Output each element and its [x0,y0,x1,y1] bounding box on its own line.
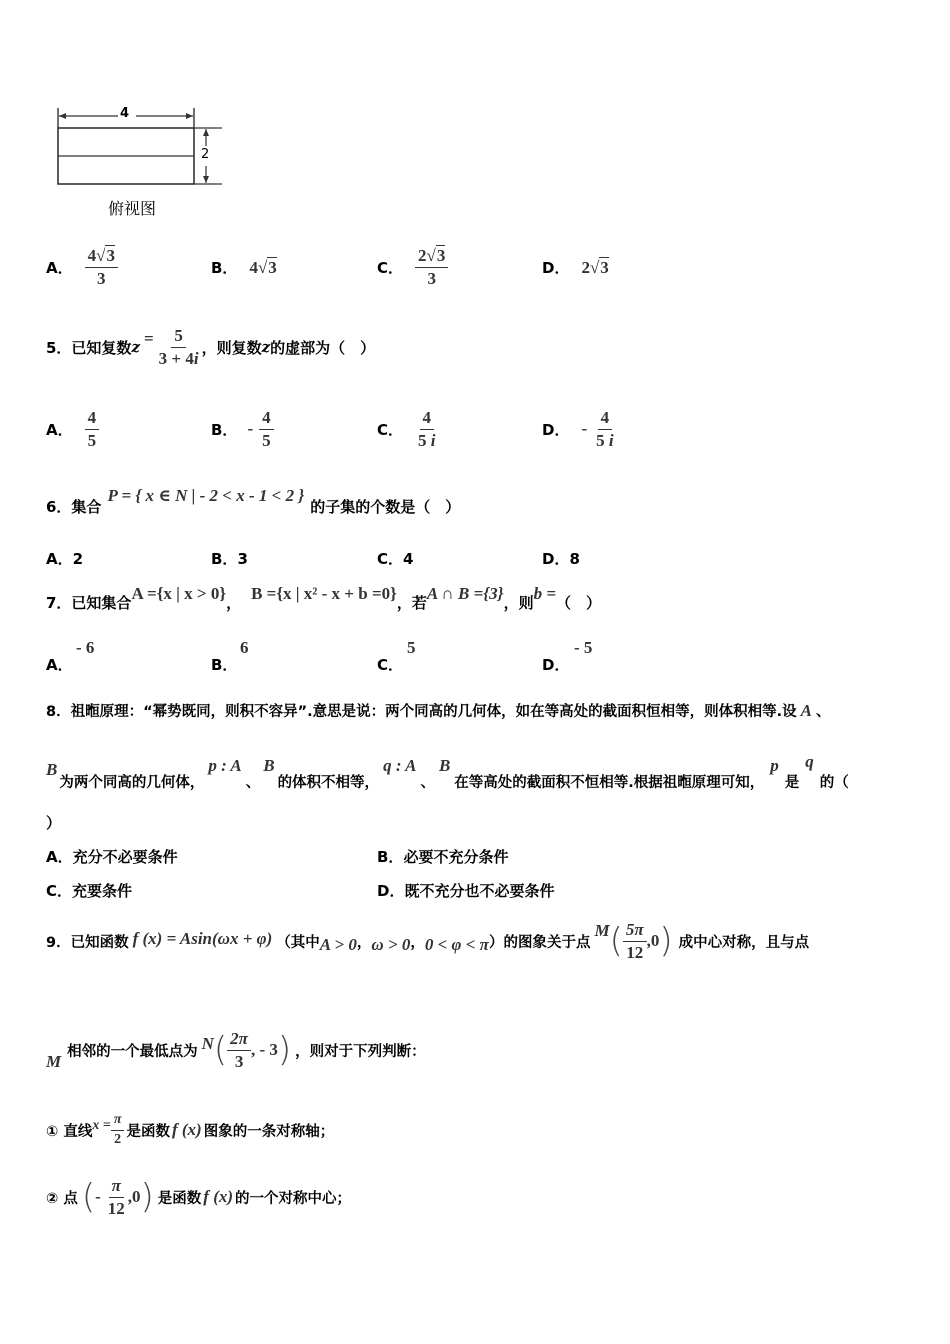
q5-option-a[interactable] [46,403,99,455]
q4-option-a[interactable] [46,240,118,295]
q6-options [46,548,646,570]
option-letter: C． [377,259,404,277]
top-view-diagram [50,100,240,195]
q8-option-a[interactable]: A．充分不必要条件 [46,848,178,866]
q7-option-c[interactable]: C． [377,656,404,674]
q5-c-fraction: $\frac{4}{5 i}$ [418,407,436,450]
q7-options [46,638,666,674]
q5-stem: 5．已知复数 z = $\frac{5}{3 + 4i}$ ，则复数 z 的虚部为（ ） [46,325,376,368]
q5-d-fraction: $\frac{4}{5 i}$ [596,407,614,450]
s2-fraction: $\frac{\pi}{12}$ [107,1175,125,1218]
q8-line2: B 为两个同高的几何体， p : A 、 B 的体积不相等， q : A 、 B 在等高处的截面积不恒相等.根据祖暅原理可知， p 是 q 的（ [46,752,849,791]
option-letter: A． [46,420,73,439]
q5-option-b[interactable]: B． - $\frac{4}{5}$ [211,403,274,455]
q5-option-d[interactable]: D． - $\frac{4}{5 i}$ [542,403,617,455]
q7-option-b[interactable]: B． [211,656,238,674]
q4-d-value: 2√3 [581,257,609,277]
n-point-fraction: $\frac{2\pi}{3}$ [227,1030,251,1071]
q7-option-a[interactable]: A． [46,656,73,674]
option-letter: D． [542,259,570,277]
option-letter: D． [542,420,570,439]
q9-statement-2: ② 点 ( - $\frac{\pi}{12}$ ,0 ) 是函数 f (x) 的一个对称中心； [46,1175,352,1218]
s1-fraction: $\frac{\pi}{2}$ [111,1113,125,1147]
q4-a-fraction: $\frac{4√3}{3}$ [85,247,118,288]
q7-a-value: - 6 [76,638,95,657]
width-label: 4 [120,106,130,121]
q7-stem: 7．已知集合 A ={x | x > 0} ， B ={x | x² - x + b =0} ，若 A ∩ B ={3} ，则 b = （ ） [46,584,602,612]
top-view-figure [50,100,240,225]
q7-option-d[interactable]: D． [542,656,570,674]
q8-line1: 8．祖暅原理：“幂势既同，则积不容异”.意思是说：两个同高的几何体，如在等高处的截面积恒相等，则体积相等.设 A 、 [46,701,831,720]
q8-option-d[interactable]: D．既不充分也不必要条件 [377,882,555,900]
figure-caption: 俯视图 [108,199,157,218]
option-letter: A． [46,259,73,277]
q7-c-value: 5 [407,638,416,657]
option-letter: C． [377,420,404,439]
q4-option-c[interactable] [377,240,448,295]
q6-stem: 6．集合 P = { x ∈ N | - 2 < x - 1 < 2 } 的子集的个数是（ ） [46,486,461,516]
q9-line2: M 相邻的一个最低点为 N ( $\frac{2\pi}{3}$ , - 3 ) ，则对于下列判断： [46,1028,426,1071]
q4-c-fraction: $\frac{2√3}{3}$ [415,247,448,288]
q9-stem: 9．已知函数 f (x) = Asin(ωx + φ) （其中 A > 0 ， ω > 0 ， 0 < φ < π ）的图象关于点 M ( $\frac{5\pi}{12}$ ,0 ) 成中心对称，且与点 [46,919,810,962]
q5-b-fraction: $\frac{4}{5}$ [259,409,274,450]
q6-option-a[interactable]: A．2 [46,550,84,568]
q8-option-b[interactable]: B．必要不充分条件 [377,848,509,866]
q7-b-value: 6 [240,638,249,657]
q5-a-fraction: $\frac{4}{5}$ [85,409,100,450]
q8-option-c[interactable]: C．充要条件 [46,882,133,900]
q6-option-b[interactable]: B．3 [211,550,248,568]
option-letter: B． [211,420,238,439]
q8-line3: ） [46,814,62,832]
q4-b-value: 4√3 [249,257,277,277]
option-letter: B． [211,259,238,277]
m-point-fraction: $\frac{5\pi}{12}$ [623,921,647,962]
q6-option-d[interactable]: D．8 [542,550,580,568]
q5-option-c[interactable] [377,403,439,455]
q7-d-value: - 5 [574,638,593,657]
q6-option-c[interactable]: C．4 [377,550,414,568]
q4-option-b[interactable] [211,240,277,295]
q4-option-d[interactable] [542,240,609,295]
q9-statement-1: ① 直线 x = $\frac{\pi}{2}$ 是函数 f (x) 图象的一条对称轴； [46,1111,335,1147]
height-label: 2 [201,147,210,162]
